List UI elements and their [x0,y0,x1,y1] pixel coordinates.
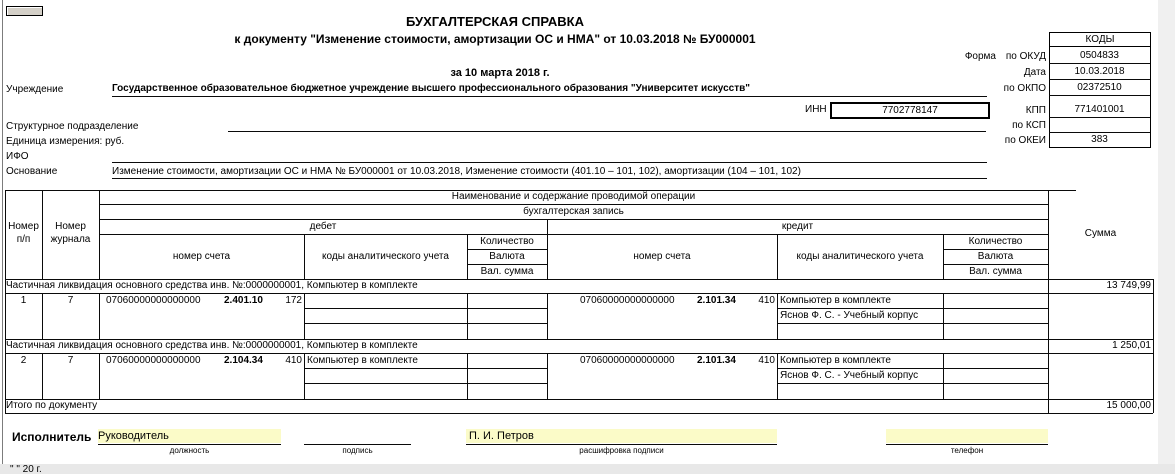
right-margin [1158,0,1175,474]
executor-position[interactable]: Руководитель [98,429,281,443]
op1-debit-acc: 2.401.10 [224,295,263,306]
op2-credit-an-2: Яснов Ф. С. - Учебный корпус [780,370,919,381]
okud-label: по ОКУД [1005,51,1046,62]
op2-title: Частичная ликвидация основного средства инв. №:0000000001, Компьютер в комплекте [6,340,418,351]
doc-date: за 10 марта 2018 г. [450,67,550,79]
op1-credit-kosgu: 410 [758,295,775,306]
op2-debit-an-1: Компьютер в комплекте [307,355,418,366]
date-value: 10.03.2018 [1074,66,1125,77]
doc-subtitle: к документу "Изменение стоимости, амортизации ОС и НМА" от 10.03.2018 № БУ000001 [234,32,756,46]
inn-value: 7702778147 [830,102,990,119]
th-op-name: Наименование и содержание проводимой операции [451,191,696,202]
corner-button[interactable] [6,6,43,16]
th-debit: дебет [309,221,337,232]
th-credit: кредит [781,221,814,232]
unit-label: Единица измерения: руб. [6,136,125,147]
ifo-label: ИФО [6,151,29,162]
okpo-value: 02372510 [1077,82,1122,93]
date-tail: " " 20 г. [10,465,42,474]
kpp-value: 771401001 [1074,104,1125,115]
op1-debit-code: 07060000000000000 [106,295,201,306]
th-debit-account: номер счета [172,251,231,262]
th-credit-account: номер счета [633,251,691,262]
op2-credit-an-1: Компьютер в комплекте [780,355,891,366]
op2-credit-acc: 2.101.34 [697,355,736,366]
op2-debit-kosgu: 410 [285,355,302,366]
okei-value: 383 [1091,134,1108,145]
th-entry: бухгалтерская запись [523,206,624,217]
op1-debit-kosgu: 172 [285,295,302,306]
struct-label: Структурное подразделение [6,121,139,132]
op2-debit-code: 07060000000000000 [106,355,201,366]
op1-sum: 13 749,99 [1106,280,1151,291]
position-caption: должность [169,446,210,455]
total-sum: 15 000,00 [1106,400,1151,411]
op1-num: 1 [20,295,27,306]
op1-title: Частичная ликвидация основного средства инв. №:0000000001, Компьютер в комплекте [6,280,418,291]
codes-header: КОДЫ [1049,32,1151,47]
op1-credit-an-2: Яснов Ф. С. - Учебный корпус [780,310,919,321]
okud-value: 0504833 [1080,50,1119,61]
forma-label: Форма [964,51,996,62]
th-credit-cursum: Вал. сумма [969,266,1022,277]
total-label: Итого по документу [6,400,98,411]
bottom-margin [0,464,1175,474]
th-debit-currency: Валюта [489,251,525,262]
executor-name[interactable]: П. И. Петров [466,429,777,443]
th-debit-qty: Количество [480,236,534,247]
th-credit-qty: Количество [968,236,1023,247]
signature-caption: подпись [342,446,373,455]
op1-credit-an-1: Компьютер в комплекте [780,295,891,306]
basis-value: Изменение стоимости, амортизации ОС и НМА № БУ000001 от 10.03.2018, Изменение стоимости (401.10 – 101, 102), амортизации (104 – 101, 102) [112,166,801,177]
op1-journal: 7 [67,295,74,306]
op2-journal: 7 [67,355,74,366]
ksp-label: по КСП [1012,120,1046,131]
op2-debit-acc: 2.104.34 [224,355,263,366]
op2-num: 2 [20,355,27,366]
op2-credit-code: 07060000000000000 [580,355,675,366]
th-debit-cursum: Вал. сумма [480,266,534,277]
basis-label: Основание [6,166,58,177]
th-credit-analytic: коды аналитического учета [796,251,924,262]
op1-credit-acc: 2.101.34 [697,295,736,306]
executor-label: Исполнитель [12,430,92,444]
phone-caption: телефон [950,446,984,455]
th-num: Номер п/п [8,221,39,245]
inn-label: ИНН [805,104,827,115]
th-credit-currency: Валюта [977,251,1014,262]
op2-credit-kosgu: 410 [758,355,775,366]
op2-sum: 1 250,01 [1112,340,1151,351]
th-debit-analytic: коды аналитического учета [322,251,449,262]
okpo-label: по ОКПО [1003,83,1046,94]
executor-phone[interactable] [886,429,1048,443]
op1-credit-code: 07060000000000000 [580,295,675,306]
okei-label: по ОКЕИ [1004,135,1046,146]
name-caption: расшифровка подписи [579,446,664,455]
institution-name: Государственное образовательное бюджетное учреждение высшего профессионального образования "Университет искусств" [112,83,750,94]
th-journal: Номер журнала [50,221,91,245]
institution-label: Учреждение [6,84,64,95]
doc-title: БУХГАЛТЕРСКАЯ СПРАВКА [406,14,584,29]
th-sum: Сумма [1084,228,1117,239]
date-label: Дата [1023,67,1046,78]
left-edge [2,0,3,474]
kpp-label: КПП [1025,105,1046,116]
